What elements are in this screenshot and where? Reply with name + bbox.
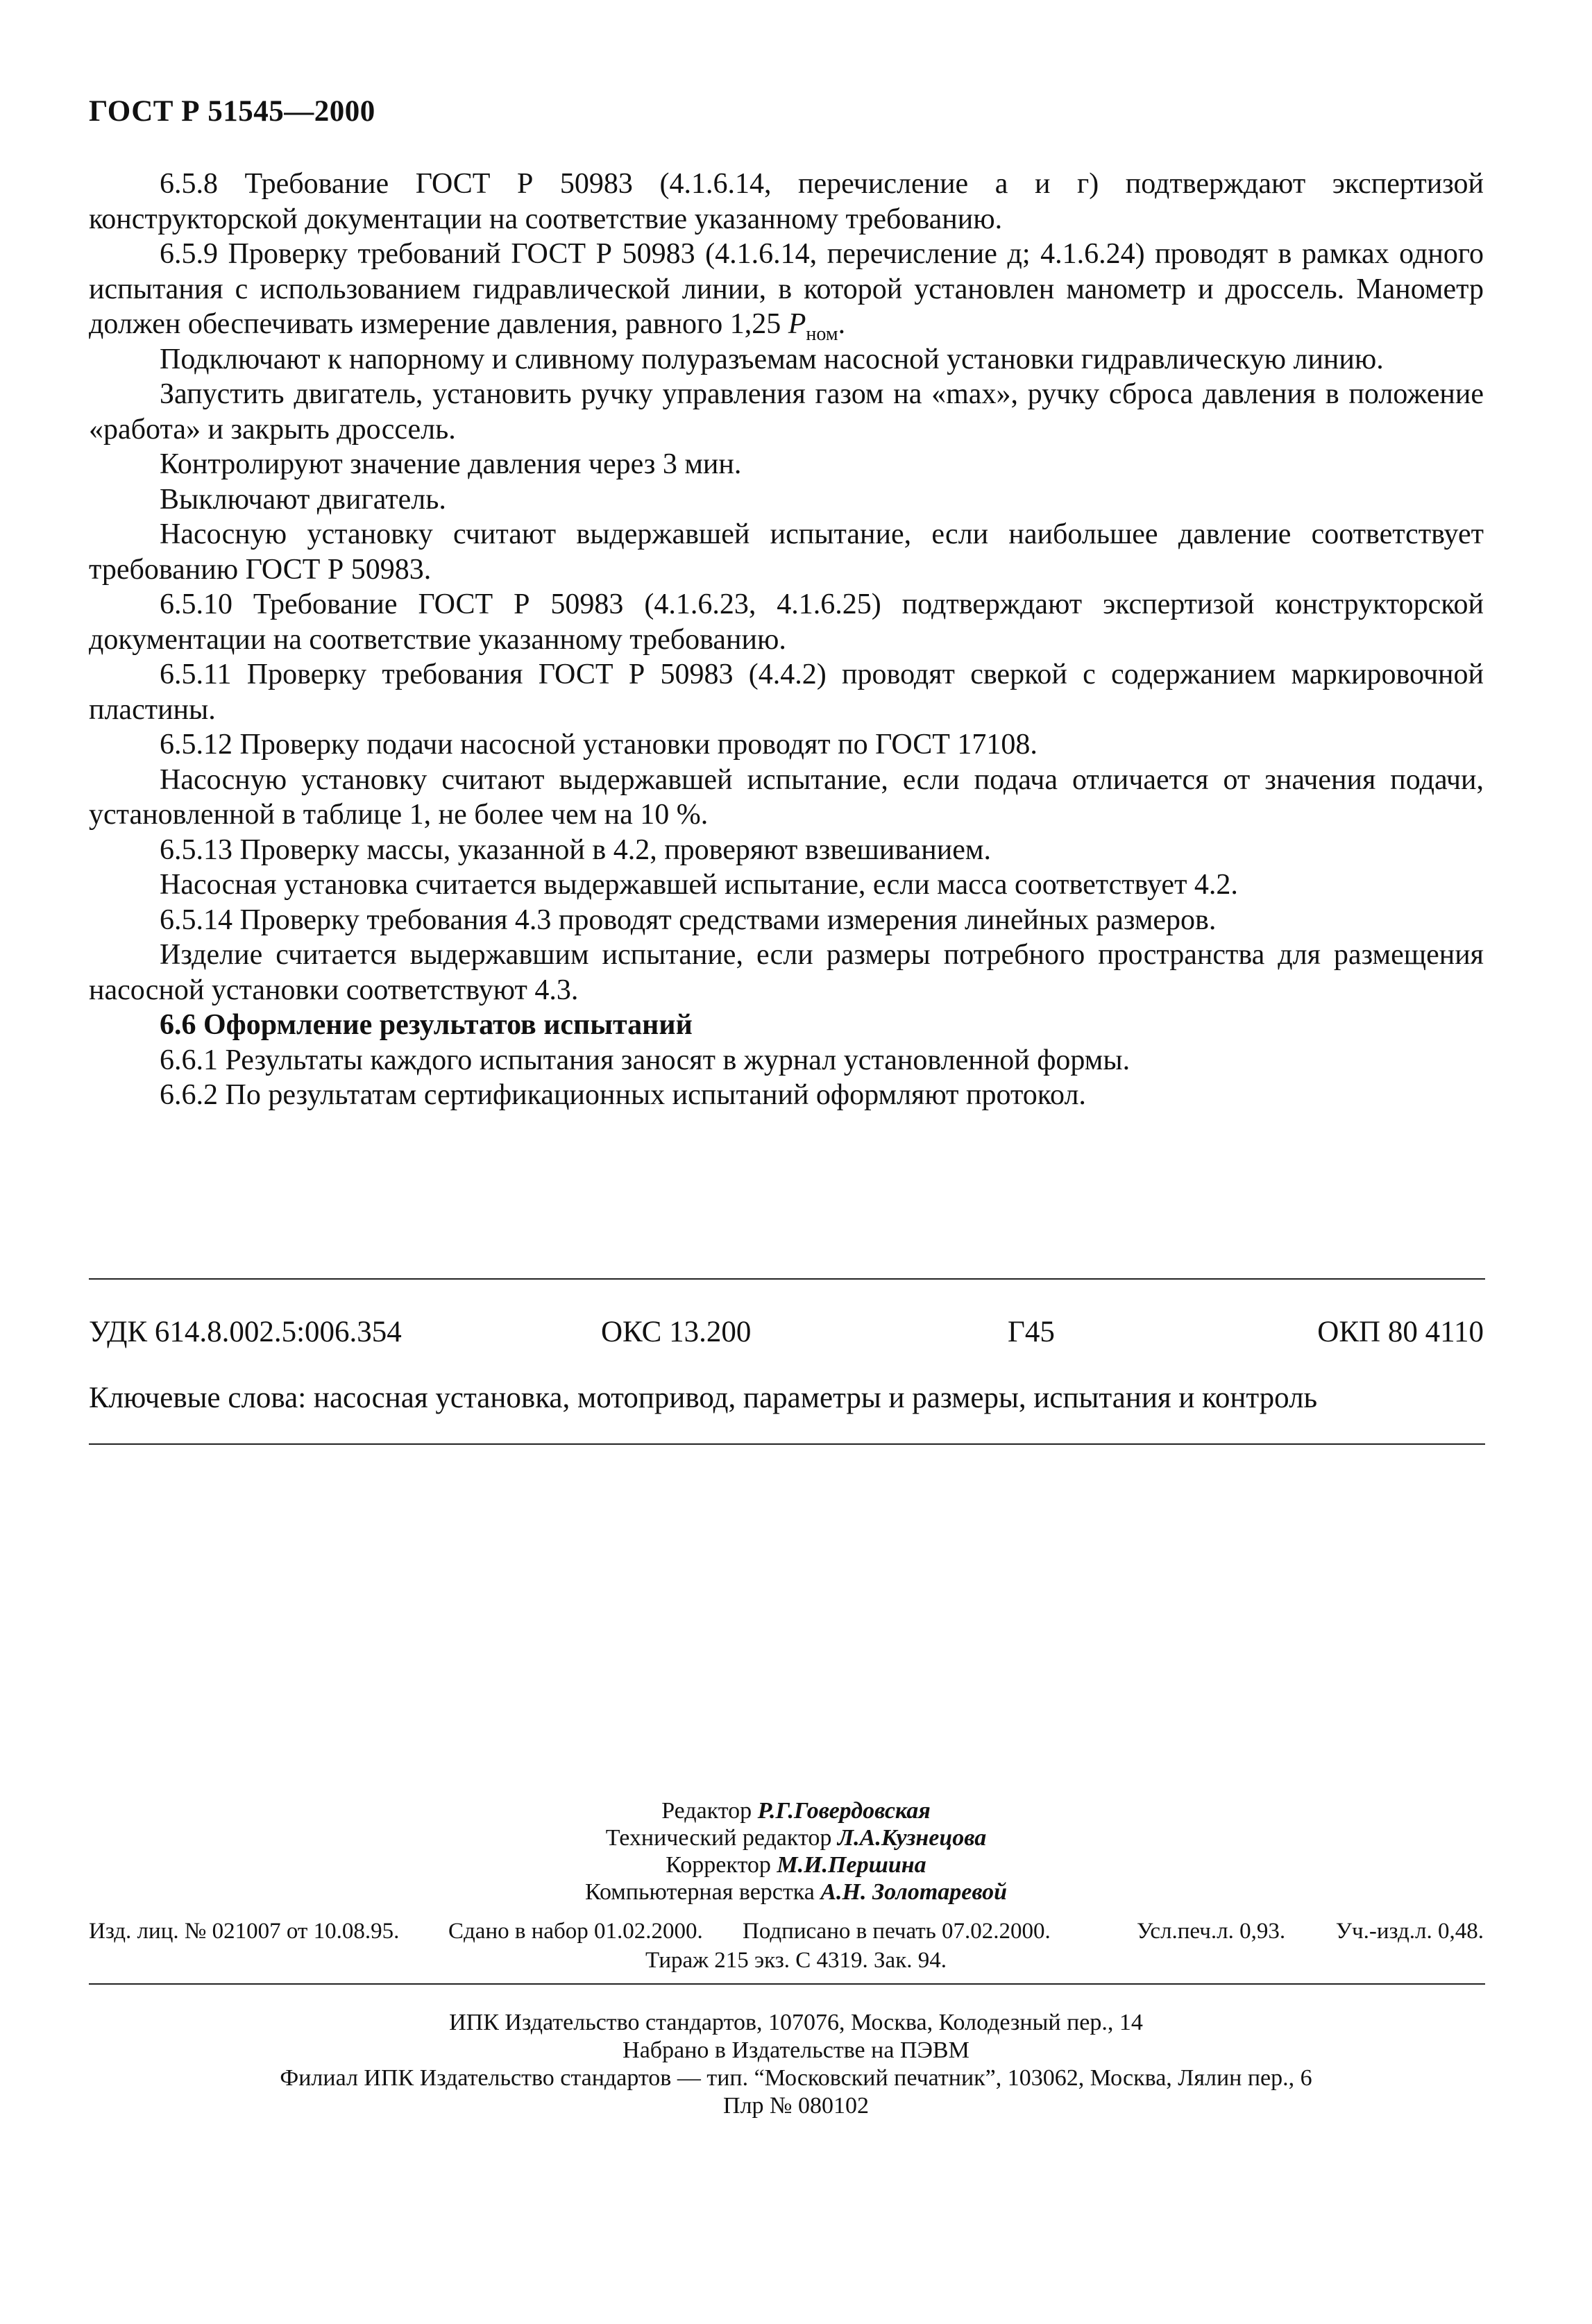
imprint-line: Филиал ИПК Издательство стандартов — тип. “Московский печатник”, 103062, Москва, Лялин пер., 6: [280, 2065, 1312, 2091]
proofreader-name: М.И.Першина: [777, 1852, 926, 1878]
tech-editor-name: Л.А.Кузнецова: [837, 1825, 987, 1851]
credit-row-tech-editor: Технический редактор Л.А.Кузнецова: [605, 1825, 987, 1851]
layout-name: А.Н. Золотаревой: [820, 1879, 1008, 1905]
pressure-symbol: P: [788, 308, 806, 340]
publishing-sheets: Уч.-изд.л. 0,48.: [1335, 1919, 1484, 1944]
classification-codes: [89, 1315, 1484, 1351]
paragraph: 6.5.13 Проверку массы, указанной в 4.2, проверяют взвешиванием.: [160, 833, 991, 866]
divider: [89, 1443, 1485, 1445]
imprint-line: Плр № 080102: [723, 2093, 869, 2119]
udk-code: УДК 614.8.002.5:006.354: [89, 1316, 402, 1348]
credit-row-editor: Редактор Р.Г.Говердовская: [661, 1798, 931, 1824]
section-heading: 6.6 Оформление результатов испытаний: [160, 1009, 693, 1041]
imprint-line: Набрано в Издательстве на ПЭВМ: [623, 2037, 969, 2063]
oks-code: ОКС 13.200: [601, 1316, 752, 1348]
imprint-line: ИПК Издательство стандартов, 107076, Москва, Колодезный пер., 14: [449, 2010, 1143, 2035]
paragraph: 6.6.1 Результаты каждого испытания заносят в журнал установленной формы.: [160, 1044, 1131, 1076]
paragraph: Насосную установку считают выдержавшей испытание, если подача отличается от значения подачи, установленной в таблице 1, не более чем на 10 %.: [89, 763, 1484, 831]
paragraph: Насосная установка считается выдержавшей испытание, если масса соответствует 4.2.: [160, 869, 1238, 901]
keywords-line: Ключевые слова: насосная установка, мотопривод, параметры и размеры, испытания и контроль: [89, 1382, 1318, 1414]
paragraph: 6.5.11 Проверку требования ГОСТ Р 50983 (4.4.2) проводят сверкой с содержанием маркировочной пластины.: [89, 659, 1484, 726]
paragraph: 6.5.10 Требование ГОСТ Р 50983 (4.1.6.23, 4.1.6.25) подтверждают экспертизой конструкторской документации на соответствие указанному требованию.: [89, 588, 1484, 656]
g-code: Г45: [1008, 1316, 1055, 1348]
paragraph: Выключают двигатель.: [160, 483, 446, 516]
body-text: [89, 167, 1484, 1113]
page-header: ГОСТ Р 51545—2000: [89, 95, 375, 128]
editor-name: Р.Г.Говердовская: [757, 1798, 931, 1824]
paragraph-text: 6.5.9 Проверку требований ГОСТ Р 50983 (4.1.6.14, перечисление д; 4.1.6.24) проводят в рамках одного испытания с использованием гидравлической линии, в которой установлен манометр и дроссель. Манометр должен обеспечивать измерение давления, равного 1,25: [89, 238, 1484, 340]
typeset-date: Сдано в набор 01.02.2000.: [448, 1919, 703, 1944]
paragraph: 6.5.8 Требование ГОСТ Р 50983 (4.1.6.14, перечисление а и г) подтверждают экспертизой конструкторской документации на соответствие указанному требованию.: [89, 168, 1484, 235]
paragraph: 6.5.14 Проверку требования 4.3 проводят средствами измерения линейных размеров.: [160, 904, 1217, 936]
paragraph: Изделие считается выдержавшим испытание, если размеры потребного пространства для размещения насосной установки соответствуют 4.3.: [89, 939, 1484, 1006]
divider: [89, 1278, 1485, 1280]
imprint-block: [0, 2009, 1592, 2120]
okp-code: ОКП 80 4110: [1317, 1316, 1484, 1348]
credit-row-layout: Компьютерная верстка А.Н. Золотаревой: [584, 1879, 1008, 1905]
print-sheets: Усл.печ.л. 0,93.: [1137, 1919, 1286, 1944]
credit-row-proofreader: Корректор М.И.Першина: [666, 1852, 926, 1878]
license: Изд. лиц. № 021007 от 10.08.95.: [89, 1919, 400, 1944]
signed-date: Подписано в печать 07.02.2000.: [743, 1919, 1051, 1944]
pressure-subscript: ном: [806, 323, 838, 345]
paragraph: Запустить двигатель, установить ручку управления газом на «max», ручку сброса давления в положение «работа» и закрыть дроссель.: [89, 378, 1484, 446]
print-run: Тираж 215 экз. С 4319. Зак. 94.: [645, 1948, 947, 1973]
credits-block: [0, 1797, 1592, 1906]
paragraph: 6.6.2 По результатам сертификационных испытаний оформляют протокол.: [160, 1079, 1086, 1111]
paragraph: [89, 237, 1484, 345]
divider: [89, 1983, 1485, 1985]
paragraph: 6.5.12 Проверку подачи насосной установки проводят по ГОСТ 17108.: [160, 729, 1038, 761]
paragraph: Контролируют значение давления через 3 мин.: [160, 448, 742, 480]
paragraph: Насосную установку считают выдержавшей испытание, если наибольшее давление соответствует требованию ГОСТ Р 50983.: [89, 518, 1484, 586]
paragraph: Подключают к напорному и сливному полуразъемам насосной установки гидравлическую линию.: [160, 343, 1384, 375]
paragraph-end: .: [838, 308, 846, 340]
